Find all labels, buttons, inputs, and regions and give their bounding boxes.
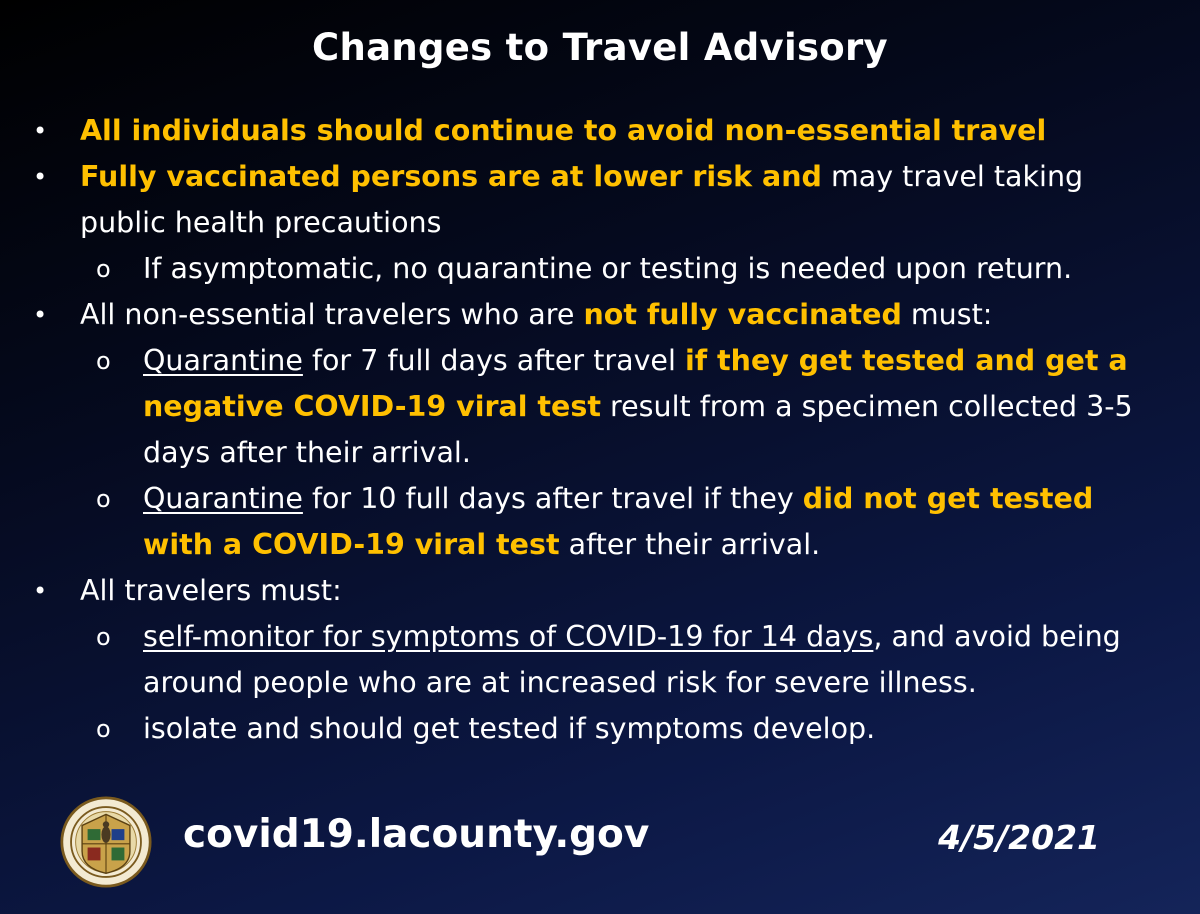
text-run: after their arrival. (559, 528, 821, 561)
sub-bullet-item (30, 338, 1170, 476)
bullet-marker: • (33, 163, 48, 191)
county-seal-icon (60, 796, 152, 888)
text-run: isolate and should get tested if symptoms develop. (143, 712, 876, 745)
sub-bullet-item (30, 614, 1170, 706)
text-run: for 10 full days after travel if they (302, 482, 803, 515)
text-run: result from a specimen collected 3-5 days after their arrival. (143, 390, 1133, 469)
bullet-item (30, 568, 1170, 614)
text-run: All non-essential travelers who are (80, 298, 584, 331)
bullet-text (143, 712, 875, 745)
publication-date: 4/5/2021 (938, 818, 1100, 857)
sub-bullet-marker: o (96, 485, 111, 513)
text-run: for 7 full days after travel (302, 344, 685, 377)
bullet-item (30, 154, 1170, 246)
bullet-text (143, 344, 1133, 469)
highlighted-text: not fully vaccinated (583, 298, 902, 331)
sub-bullet-marker: o (96, 347, 111, 375)
slide-title: Changes to Travel Advisory (312, 26, 888, 69)
text-run: , and avoid being around people who are at increased risk for severe illness. (143, 620, 1121, 699)
highlighted-text: All individuals should continue to avoid non-essential travel (80, 114, 1047, 147)
website-url: covid19.lacounty.gov (183, 812, 650, 857)
bullet-text (80, 160, 1083, 239)
text-run: All travelers must: (80, 574, 342, 607)
bullet-text (80, 574, 342, 607)
sub-bullet-marker: o (96, 715, 111, 743)
text-run: may travel taking public health precautions (80, 160, 1084, 239)
bullet-text (143, 620, 1121, 699)
advisory-list (30, 108, 1170, 752)
bullet-marker: • (33, 577, 48, 605)
sub-bullet-item (30, 706, 1170, 752)
bullet-text (80, 114, 1046, 147)
bullet-marker: • (33, 117, 48, 145)
highlighted-text: Fully vaccinated persons are at lower risk and (80, 160, 822, 193)
bullet-item (30, 108, 1170, 154)
sub-bullet-marker: o (96, 623, 111, 651)
sub-bullet-item (30, 246, 1170, 292)
bullet-text (80, 298, 992, 331)
underlined-text: self-monitor for symptoms of COVID-19 for 14 days (143, 620, 874, 653)
underlined-text: Quarantine (143, 344, 303, 377)
sub-bullet-marker: o (96, 255, 111, 283)
underlined-text: Quarantine (143, 482, 303, 515)
sub-bullet-item (30, 476, 1170, 568)
bullet-text (143, 252, 1072, 285)
text-run: must: (901, 298, 993, 331)
bullet-text (143, 482, 1093, 561)
bullet-marker: • (33, 301, 48, 329)
highlighted-text: did not get tested with a COVID-19 viral test (143, 482, 1094, 561)
text-run: If asymptomatic, no quarantine or testing is needed upon return. (143, 252, 1073, 285)
highlighted-text: if they get tested and get a negative COVID-19 viral test (143, 344, 1128, 423)
bullet-item (30, 292, 1170, 338)
